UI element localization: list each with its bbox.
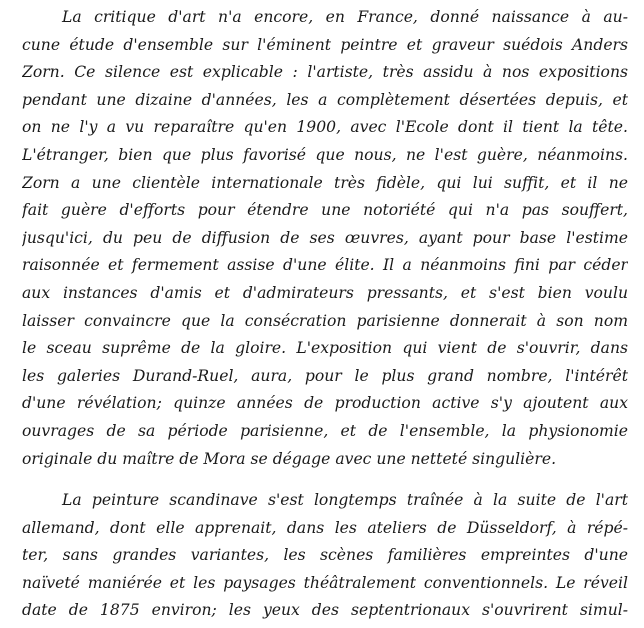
text-line: laisser convaincre que la consécration parisienne donnerait à son nom	[22, 311, 628, 330]
text-line: ter, sans grandes variantes, les scènes familières empreintes d'une	[22, 546, 628, 565]
text-line: originale du maître de Mora se dégage avec une netteté singulière.	[22, 449, 557, 468]
text-line: pendant une dizaine d'années, les a complètement désertées depuis, et	[22, 90, 628, 109]
text-line: d'une révélation; quinze années de production active s'y ajoutent aux	[22, 394, 628, 413]
text-line: raisonnée et fermement assise d'une élite. Il a néanmoins fini par céder	[22, 256, 628, 275]
text-line: Zorn. Ce silence est explicable : l'artiste, très assidu à nos expositions	[22, 63, 628, 82]
text-line: ouvrages de sa période parisienne, et de l'ensemble, la physionomie	[22, 421, 628, 440]
paragraph-1	[22, 4, 628, 473]
text-line: La critique d'art n'a encore, en France, donné naissance à au-	[62, 8, 628, 26]
text-line: les galeries Durand-Ruel, aura, pour le plus grand nombre, l'intérêt	[22, 366, 628, 385]
text-line: Zorn a une clientèle internationale très fidèle, qui lui suffit, et il ne	[22, 173, 628, 192]
text-line: La peinture scandinave s'est longtemps traînée à la suite de l'art	[62, 491, 628, 509]
text-line: aux instances d'amis et d'admirateurs pressants, et s'est bien voulu	[22, 283, 628, 302]
text-line: naïveté maniérée et les paysages théâtralement conventionnels. Le réveil	[22, 573, 628, 592]
text-line: L'étranger, bien que plus favorisé que nous, ne l'est guère, néanmoins.	[22, 145, 628, 164]
text-line: allemand, dont elle apprenait, dans les ateliers de Düsseldorf, à répé-	[22, 518, 628, 537]
text-line: on ne l'y a vu reparaître qu'en 1900, avec l'Ecole dont il tient la tête.	[22, 118, 628, 137]
text-line: jusqu'ici, du peu de diffusion de ses œuvres, ayant pour base l'estime	[22, 228, 628, 247]
text-line: le sceau suprême de la gloire. L'exposition qui vient de s'ouvrir, dans	[22, 339, 628, 358]
text-line: date de 1875 environ; les yeux des septentrionaux s'ouvrirent simul-	[22, 601, 628, 620]
text-line: cune étude d'ensemble sur l'éminent peintre et graveur suédois Anders	[22, 35, 628, 54]
text-line: fait guère d'efforts pour étendre une notoriété qui n'a pas souffert,	[22, 201, 628, 220]
paragraph-2	[22, 487, 628, 625]
